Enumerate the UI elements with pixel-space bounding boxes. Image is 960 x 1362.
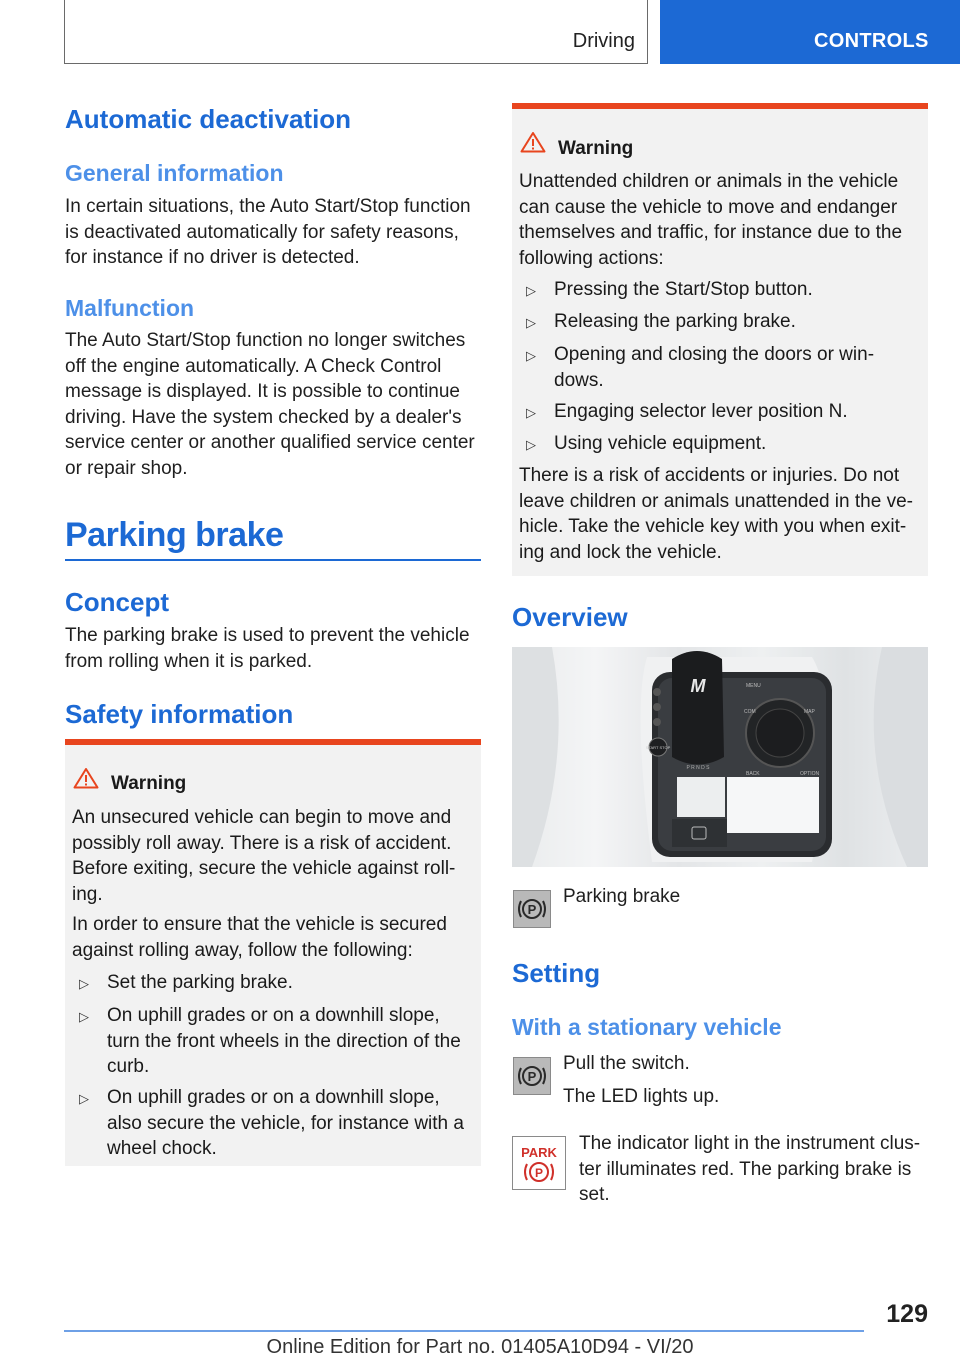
start-stop-label: START STOP [645, 745, 671, 750]
text-line: following actions: [519, 247, 664, 269]
text-line: On uphill grades or on a downhill slope, [107, 1087, 440, 1108]
heading-with-stationary-vehicle: With a stationary vehicle [512, 1014, 782, 1040]
text-line: against rolling away, follow the following: [72, 939, 413, 961]
heading-rule [65, 559, 481, 561]
general-information-text [65, 194, 471, 271]
option-label: OPTION [800, 771, 820, 777]
overview-caption: Parking brake [563, 886, 681, 907]
text-line: In certain situations, the Auto Start/Stop function [65, 196, 471, 217]
text-line: for instance if no driver is detected. [65, 247, 360, 268]
footer-rule [64, 1330, 864, 1332]
bullet-triangle-icon: ▷ [526, 283, 536, 298]
text-line: Opening and closing the doors or win- [554, 344, 875, 365]
text-line: curb. [107, 1056, 150, 1077]
text-line: off the engine automatically. A Check Control [65, 355, 442, 377]
heading-safety-information: Safety information [65, 699, 294, 729]
text-line: ter illuminates red. The parking brake is [579, 1158, 912, 1180]
warning-bullet [554, 277, 813, 303]
warning-title: Warning [111, 773, 187, 794]
gear-labels: P R N D S [686, 765, 710, 771]
center-console-illustration [512, 647, 928, 867]
warning-text-2 [519, 463, 913, 565]
text-line: An unsecured vehicle can begin to move and [72, 807, 452, 828]
text-line: There is a risk of accidents or injuries. Do not [519, 465, 900, 486]
bullet-triangle-icon: ▷ [526, 405, 536, 420]
heading-overview: Overview [512, 602, 628, 632]
text-line: Releasing the parking brake. [554, 311, 796, 332]
text-line: The LED lights up. [563, 1086, 720, 1107]
warning-text [519, 169, 902, 271]
footer-edition: Online Edition for Part no. 01405A10D94 - VI/20 [266, 1336, 694, 1358]
text-line: ing and lock the vehicle. [519, 541, 722, 563]
text-line: set. [579, 1184, 610, 1205]
text-line: In order to ensure that the vehicle is secured [72, 914, 447, 935]
warning-box-left [65, 739, 481, 1166]
text-line: wheel chock. [107, 1138, 217, 1159]
heading-malfunction: Malfunction [65, 295, 195, 321]
bullet-triangle-icon: ▷ [79, 976, 89, 991]
warning-bullet [107, 1085, 464, 1162]
m-logo: M [690, 676, 706, 696]
text-line: from rolling when it is parked. [65, 650, 313, 672]
text-line: can cause the vehicle to move and endanger [519, 196, 898, 218]
text-line: The indicator light in the instrument clus- [579, 1133, 921, 1154]
parking-brake-switch-icon [513, 1057, 551, 1095]
concept-text [65, 623, 470, 674]
text-line: also secure the vehicle, for instance with a [107, 1112, 464, 1134]
warning-text-2 [72, 912, 447, 963]
text-line: turn the front wheels in the direction of the [107, 1030, 461, 1052]
parking-brake-symbol-icon [514, 891, 550, 927]
warning-bullet [107, 1003, 461, 1080]
bullet-triangle-icon: ▷ [79, 1009, 89, 1024]
text-line: or repair shop. [65, 457, 188, 479]
com-label: COM [744, 709, 756, 715]
text-line: themselves and traffic, for instance due to the [519, 222, 903, 243]
warning-bullet [554, 399, 848, 425]
warning-triangle-icon [73, 767, 99, 789]
warning-bullet [554, 431, 766, 457]
park-indicator-symbol [513, 1137, 565, 1189]
warning-bullet [107, 970, 293, 996]
bullet-triangle-icon: ▷ [79, 1091, 89, 1106]
map-label: MAP [804, 709, 815, 715]
text-line: Unattended children or animals in the vehicle [519, 171, 899, 192]
p-letter: P [534, 1166, 544, 1180]
text-line: Pressing the Start/Stop button. [554, 279, 813, 300]
text-line: The Auto Start/Stop function no longer switches [65, 330, 466, 351]
malfunction-text [65, 328, 475, 481]
header-section-box [64, 0, 648, 64]
warning-triangle-icon [520, 131, 546, 153]
text-line: On uphill grades or on a downhill slope, [107, 1005, 440, 1026]
text-line: driving. Have the system checked by a dealer's [65, 406, 462, 428]
bullet-triangle-icon: ▷ [526, 315, 536, 330]
heading-automatic-deactivation: Automatic deactivation [65, 104, 352, 134]
back-label: BACK [746, 771, 760, 777]
p-letter: P [527, 1069, 537, 1084]
text-line: The parking brake is used to prevent the vehicle [65, 625, 470, 646]
warning-box-right [512, 103, 928, 576]
heading-concept: Concept [65, 587, 169, 617]
text-line: possibly roll away. There is a risk of accident. [72, 832, 452, 854]
text-line: message is displayed. It is possible to continue [65, 381, 460, 402]
center-console-photo [512, 647, 928, 867]
stationary-text [563, 1051, 690, 1077]
text-line: ing. [72, 883, 103, 905]
park-indicator-light-icon [512, 1136, 566, 1190]
parking-brake-switch-icon [513, 890, 551, 928]
warning-bullet [554, 309, 796, 335]
heading-general-information: General information [65, 160, 284, 186]
text-line: Set the parking brake. [107, 972, 293, 993]
p-letter: P [527, 902, 537, 917]
heading-setting: Setting [512, 958, 601, 988]
header-chapter-title: CONTROLS [814, 30, 929, 52]
parking-brake-symbol-icon [514, 1058, 550, 1094]
header-section-title: Driving [572, 30, 635, 52]
header-chapter-tab [660, 0, 960, 64]
heading-parking-brake: Parking brake [65, 516, 284, 554]
page-number: 129 [886, 1300, 928, 1328]
stationary-text-2 [563, 1084, 719, 1110]
warning-title: Warning [558, 138, 634, 159]
bullet-triangle-icon: ▷ [526, 348, 536, 363]
text-line: Using vehicle equipment. [554, 433, 767, 454]
menu-label: MENU [746, 683, 761, 689]
warning-bullet [554, 342, 874, 393]
text-line: is deactivated automatically for safety reasons, [65, 221, 459, 243]
text-line: hicle. Take the vehicle key with you when exit- [519, 516, 907, 537]
text-line: Engaging selector lever position N. [554, 401, 848, 422]
bullet-triangle-icon: ▷ [526, 437, 536, 452]
text-line: leave children or animals unattended in the ve- [519, 490, 913, 512]
text-line: dows. [554, 369, 604, 391]
text-line: Pull the switch. [563, 1053, 690, 1074]
indicator-text [579, 1131, 920, 1208]
text-line: service center or another qualified service center [65, 432, 475, 453]
park-label: PARK [521, 1145, 557, 1160]
text-line: Before exiting, secure the vehicle against roll- [72, 858, 456, 879]
warning-text [72, 805, 455, 907]
